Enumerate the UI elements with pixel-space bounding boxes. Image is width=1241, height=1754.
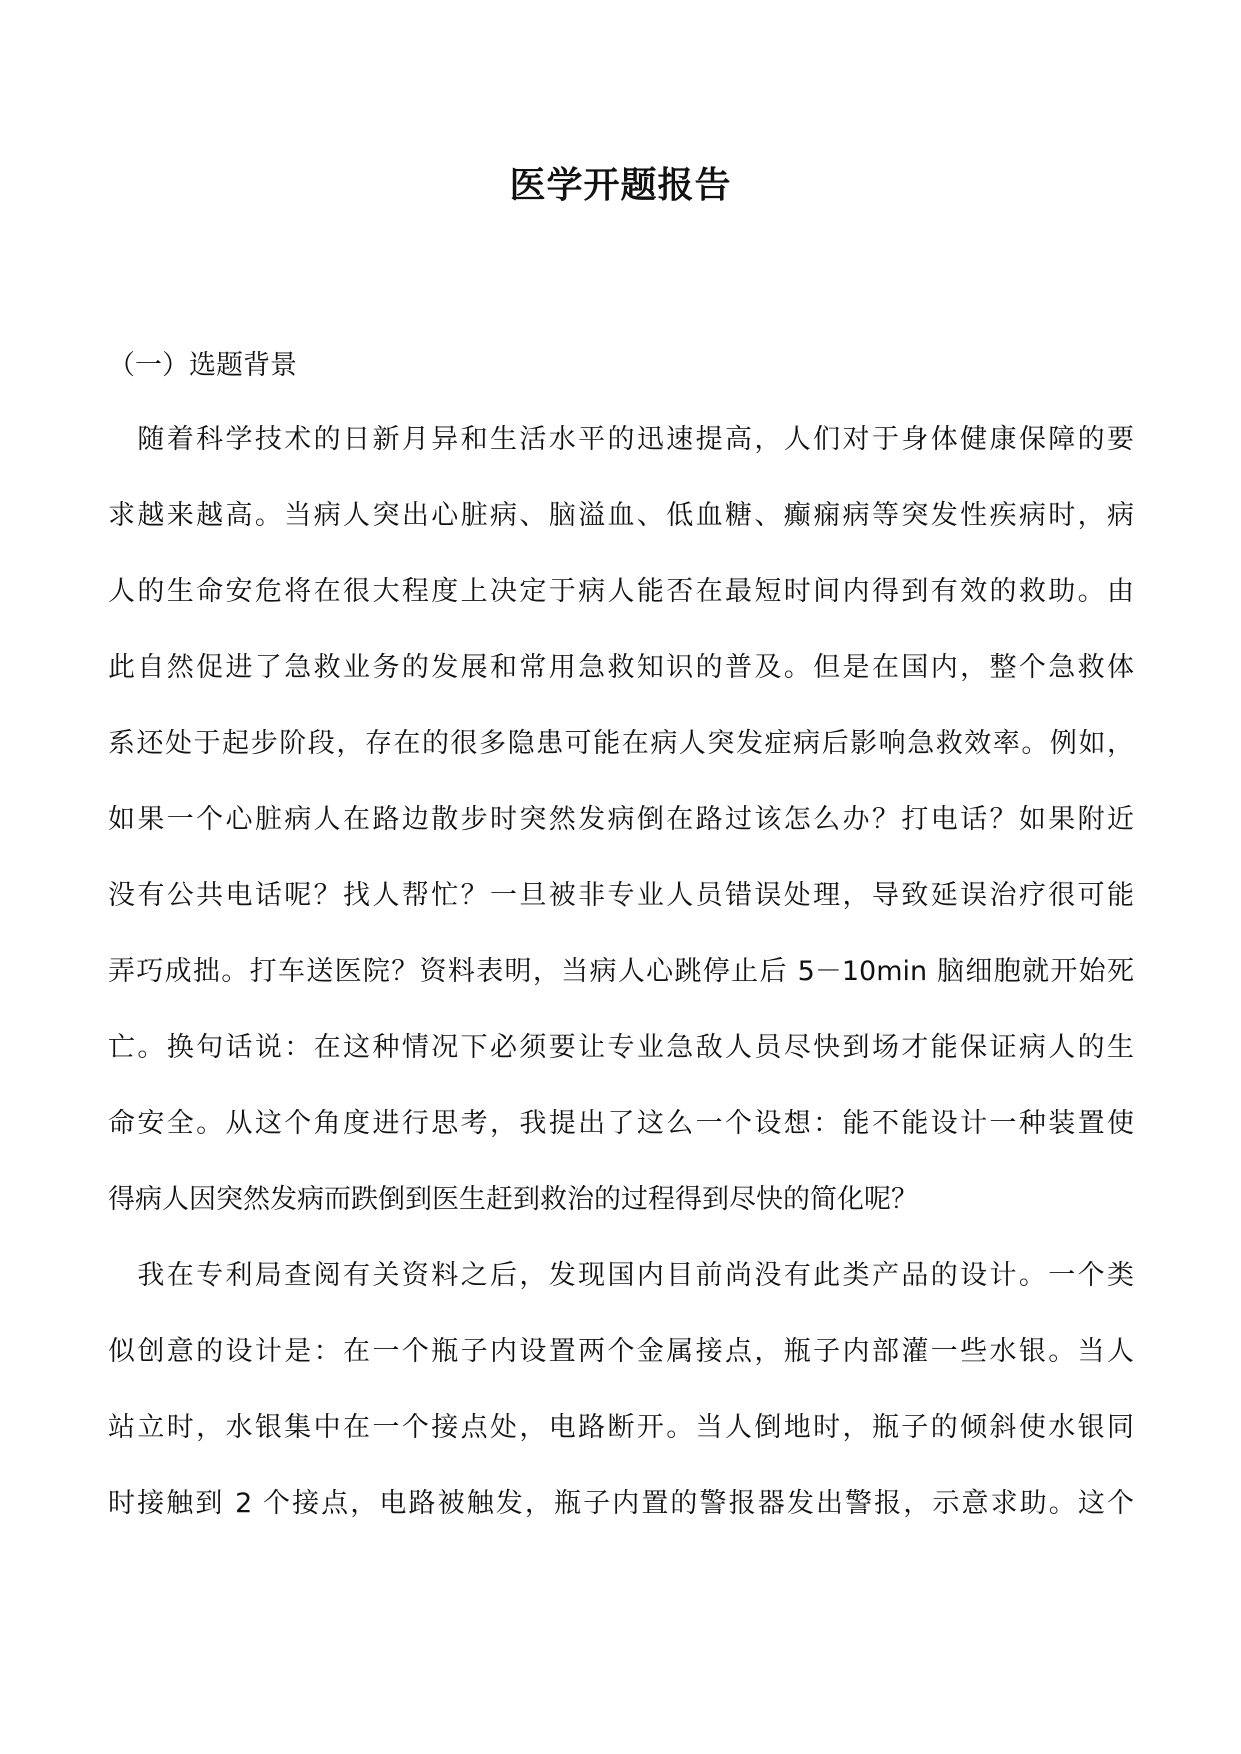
paragraph-line: 得病人因突然发病而跌倒到医生赶到救治的过程得到尽快的简化呢？ — [108, 1184, 918, 1215]
paragraph-line: 随着科学技术的日新月异和生活水平的迅速提高，人们对于身体健康保障的要 — [108, 424, 1134, 455]
paragraph-line: 似创意的设计是：在一个瓶子内设置两个金属接点，瓶子内部灌一些水银。当人 — [108, 1336, 1134, 1367]
paragraph-line: 此自然促进了急救业务的发展和常用急救知识的普及。但是在国内，整个急救体 — [108, 652, 1134, 683]
paragraph-line: 命安全。从这个角度进行思考，我提出了这么一个设想：能不能设计一种装置使 — [108, 1108, 1134, 1139]
paragraph-line: 时接触到 2 个接点，电路被触发，瓶子内置的警报器发出警报，示意求助。这个 — [108, 1488, 1134, 1519]
paragraph-line: 系还处于起步阶段，存在的很多隐患可能在病人突发症病后影响急救效率。例如， — [108, 728, 1134, 759]
paragraph-line: 求越来越高。当病人突出心脏病、脑溢血、低血糖、癫痫病等突发性疾病时，病 — [108, 500, 1134, 531]
paragraph-line: 站立时，水银集中在一个接点处，电路断开。当人倒地时，瓶子的倾斜使水银同 — [108, 1412, 1134, 1443]
section-heading: （一）选题背景 — [108, 350, 297, 381]
paragraph-line: 亡。换句话说：在这种情况下必须要让专业急敌人员尽快到场才能保证病人的生 — [108, 1032, 1134, 1063]
paragraph-line: 如果一个心脏病人在路边散步时突然发病倒在路过该怎么办？打电话？如果附近 — [108, 804, 1134, 835]
body-text — [108, 420, 1134, 1560]
paragraph-line: 没有公共电话呢？找人帮忙？一旦被非专业人员错误处理，导致延误治疗很可能 — [108, 880, 1134, 911]
paragraph-line: 我在专利局查阅有关资料之后，发现国内目前尚没有此类产品的设计。一个类 — [108, 1260, 1134, 1291]
paragraph-line: 人的生命安危将在很大程度上决定于病人能否在最短时间内得到有效的救助。由 — [108, 576, 1134, 607]
paragraph-line: 弄巧成拙。打车送医院？资料表明，当病人心跳停止后 5－10min 脑细胞就开始死 — [108, 956, 1134, 987]
document-title: 医学开题报告 — [509, 164, 732, 206]
